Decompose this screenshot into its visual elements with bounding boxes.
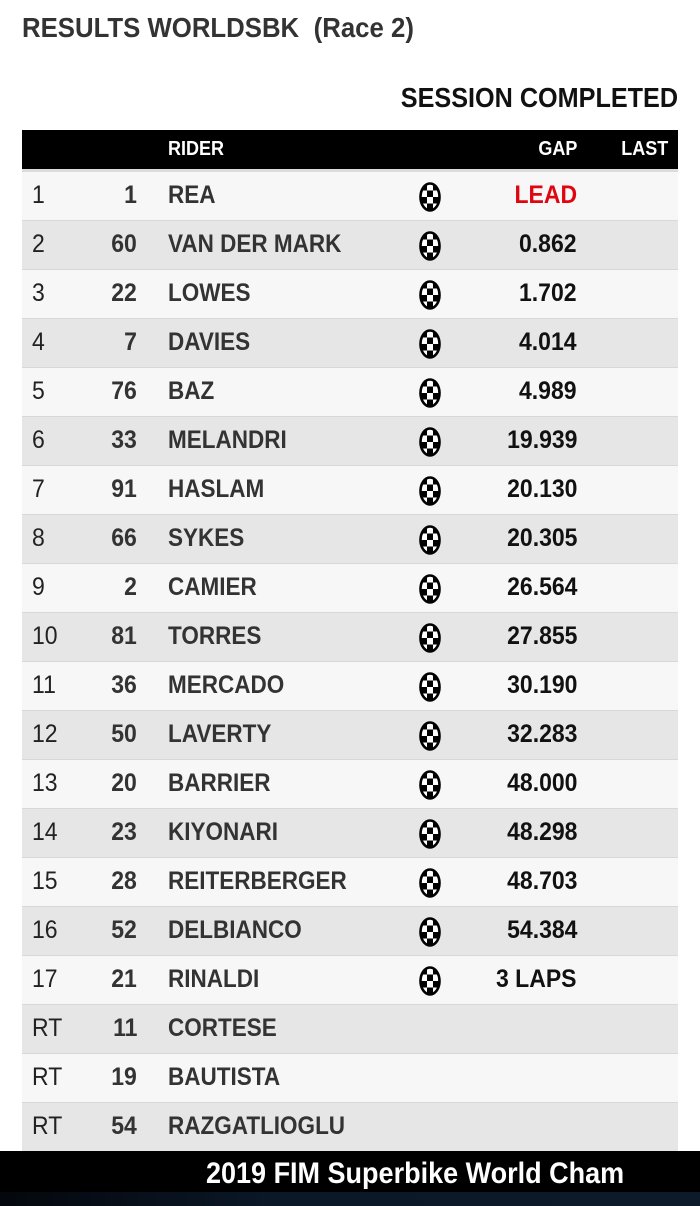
rider-name: HASLAM [168, 475, 265, 503]
race-number: 66 [111, 524, 137, 552]
position: RT [32, 1014, 63, 1042]
table-row-bautista[interactable] [22, 1054, 678, 1103]
table-row-torres[interactable] [22, 613, 678, 662]
race-number: 81 [111, 622, 137, 650]
gap-value: 48.000 [506, 769, 577, 797]
position: 14 [32, 818, 58, 846]
position: 6 [32, 426, 45, 454]
rider-name: VAN DER MARK [168, 230, 342, 258]
race-number: 33 [111, 426, 137, 454]
page-title-text: RESULTS WORLDSBK [22, 12, 300, 43]
table-row-haslam[interactable] [22, 466, 678, 515]
rider-name: SYKES [168, 524, 245, 552]
rider-name: MELANDRI [168, 426, 287, 454]
table-row-barrier[interactable] [22, 760, 678, 809]
table-row-davies[interactable] [22, 319, 678, 368]
rider-name: RINALDI [168, 965, 260, 993]
rider-name: CAMIER [168, 573, 257, 601]
table-body [22, 172, 678, 1152]
table-row-sykes[interactable] [22, 515, 678, 564]
position: 3 [32, 279, 45, 307]
checkered-flag-icon [418, 671, 442, 703]
position: 5 [32, 377, 45, 405]
race-number: 7 [124, 328, 137, 356]
table-row-van-der-mark[interactable] [22, 221, 678, 270]
session-status: SESSION COMPLETED [400, 82, 678, 113]
gap-value: 27.855 [506, 622, 577, 650]
rider-name: RAZGATLIOGLU [168, 1112, 346, 1140]
position: 9 [32, 573, 45, 601]
position: 2 [32, 230, 45, 258]
table-row-rinaldi[interactable] [22, 956, 678, 1005]
table-row-lowes[interactable] [22, 270, 678, 319]
checkered-flag-icon [418, 867, 442, 899]
table-row-reiterberger[interactable] [22, 858, 678, 907]
position: RT [32, 1063, 63, 1091]
gap-value: 48.703 [506, 867, 577, 895]
gap-value: LEAD [514, 181, 577, 209]
race-number: 52 [111, 916, 137, 944]
race-number: 60 [111, 230, 137, 258]
checkered-flag-icon [418, 916, 442, 948]
race-number: 1 [124, 181, 137, 209]
rider-name: DELBIANCO [168, 916, 302, 944]
rider-name: MERCADO [168, 671, 285, 699]
table-row-melandri[interactable] [22, 417, 678, 466]
position: 11 [32, 671, 56, 699]
gap-value: 20.130 [506, 475, 577, 503]
race-number: 91 [111, 475, 137, 503]
race-number: 36 [111, 671, 137, 699]
rider-name: CORTESE [168, 1014, 277, 1042]
rider-name: LAVERTY [168, 720, 272, 748]
checkered-flag-icon [418, 475, 442, 507]
table-row-mercado[interactable] [22, 662, 678, 711]
gap-value: 19.939 [506, 426, 577, 454]
rider-name: BAUTISTA [168, 1063, 281, 1091]
checkered-flag-icon [418, 720, 442, 752]
position: 13 [32, 769, 58, 797]
gap-value: 30.190 [506, 671, 577, 699]
table-row-razgatlioglu[interactable] [22, 1103, 678, 1152]
rider-name: BAZ [168, 377, 215, 405]
position: 17 [32, 965, 58, 993]
rider-name: KIYONARI [168, 818, 279, 846]
position: 12 [32, 720, 58, 748]
gap-value: 1.702 [519, 279, 577, 307]
table-row-rea[interactable] [22, 172, 678, 221]
footer-band [0, 1192, 700, 1206]
table-row-baz[interactable] [22, 368, 678, 417]
checkered-flag-icon [418, 377, 442, 409]
gap-value: 48.298 [506, 818, 577, 846]
race-number: 21 [111, 965, 137, 993]
position: 8 [32, 524, 45, 552]
rider-name: TORRES [168, 622, 262, 650]
position: 1 [32, 181, 45, 209]
position: RT [32, 1112, 63, 1140]
race-number: 20 [111, 769, 137, 797]
gap-value: 26.564 [506, 573, 577, 601]
checkered-flag-icon [418, 524, 442, 556]
position: 10 [32, 622, 58, 650]
position: 16 [32, 916, 58, 944]
gap-value: 4.989 [519, 377, 577, 405]
checkered-flag-icon [418, 965, 442, 997]
race-number: 23 [111, 818, 137, 846]
checkered-flag-icon [418, 769, 442, 801]
results-table [22, 130, 678, 1152]
race-number: 28 [111, 867, 137, 895]
race-number: 2 [124, 573, 137, 601]
gap-value: 20.305 [506, 524, 577, 552]
checkered-flag-icon [418, 181, 442, 213]
position: 7 [32, 475, 45, 503]
race-number: 19 [111, 1063, 137, 1091]
table-row-camier[interactable] [22, 564, 678, 613]
race-number: 54 [111, 1112, 137, 1140]
gap-value: 3 LAPS [496, 965, 577, 993]
rider-name: DAVIES [168, 328, 251, 356]
checkered-flag-icon [418, 426, 442, 458]
table-header [22, 130, 678, 172]
checkered-flag-icon [418, 573, 442, 605]
table-row-kiyonari[interactable] [22, 809, 678, 858]
checkered-flag-icon [418, 622, 442, 654]
rider-name: REA [168, 181, 216, 209]
rider-name: BARRIER [168, 769, 271, 797]
checkered-flag-icon [418, 279, 442, 311]
table-row-laverty[interactable] [22, 711, 678, 760]
position: 15 [32, 867, 58, 895]
rider-name: REITERBERGER [168, 867, 347, 895]
position: 4 [32, 328, 45, 356]
table-row-delbianco[interactable] [22, 907, 678, 956]
gap-value: 0.862 [519, 230, 577, 258]
column-header-last: LAST [621, 138, 668, 160]
gap-value: 54.384 [506, 916, 577, 944]
checkered-flag-icon [418, 230, 442, 262]
footer-ticker [0, 1151, 700, 1206]
checkered-flag-icon [418, 328, 442, 360]
gap-value: 4.014 [519, 328, 577, 356]
race-number: 76 [111, 377, 137, 405]
checkered-flag-icon [418, 818, 442, 850]
footer-ticker-text: 2019 FIM Superbike World Cham [206, 1157, 625, 1190]
race-number: 11 [112, 1014, 137, 1042]
table-row-cortese[interactable] [22, 1005, 678, 1054]
race-label: (Race 2) [313, 12, 414, 43]
column-header-rider: RIDER [168, 138, 225, 160]
race-number: 22 [111, 279, 137, 307]
race-number: 50 [111, 720, 137, 748]
column-header-gap: GAP [537, 138, 577, 160]
page-title [22, 12, 414, 44]
gap-value: 32.283 [506, 720, 577, 748]
rider-name: LOWES [168, 279, 251, 307]
